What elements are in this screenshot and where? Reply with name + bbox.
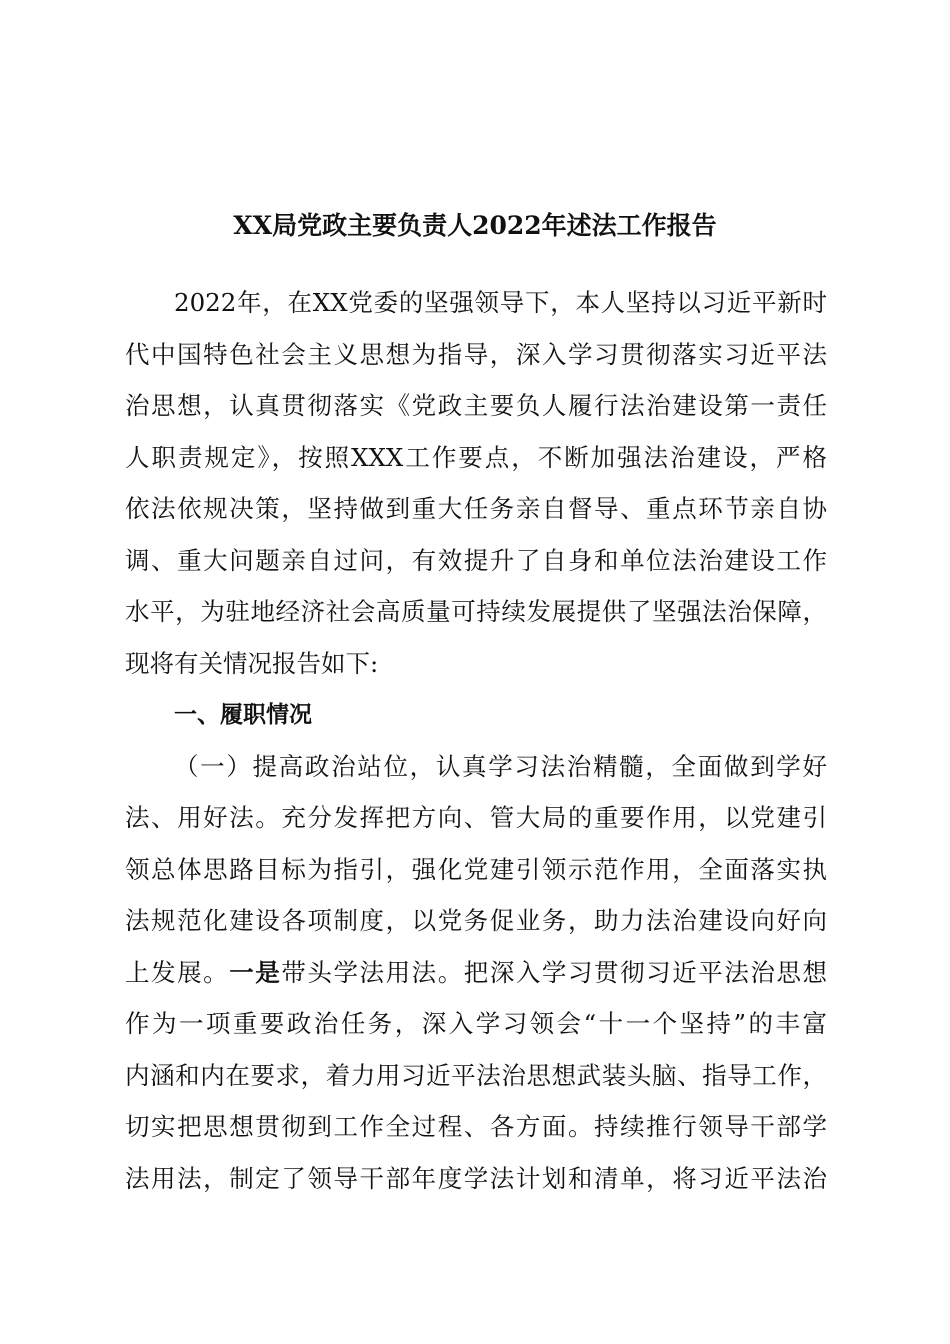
paragraph-line: 水平，为驻地经济社会高质量可持续发展提供了坚强法治保障，: [125, 597, 827, 626]
paragraph-line: 法用法，制定了领导干部年度学法计划和清单，将习近平法治: [125, 1163, 827, 1193]
paragraph-line: 2022年，在XX党委的坚强领导下，本人坚持以习近平新时: [174, 288, 827, 317]
paragraph-line: 人职责规定》，按照XXX工作要点，不断加强法治建设，严格: [125, 442, 827, 472]
line-text-post: 带头学法用法。把深入学习贯彻习近平法治思想: [281, 957, 828, 987]
document-title: XX局党政主要负责人2022年述法工作报告: [233, 211, 717, 240]
paragraph-line: 依法依规决策，坚持做到重大任务亲自督导、重点环节亲自协: [125, 494, 827, 523]
paragraph-line: 代中国特色社会主义思想为指导，深入学习贯彻落实习近平法: [125, 339, 827, 369]
paragraph-line: 切实把思想贯彻到工作全过程、各方面。持续推行领导干部学: [125, 1112, 827, 1141]
paragraph-line: 内涵和内在要求，着力用习近平法治思想武装头脑、指导工作，: [125, 1060, 827, 1090]
paragraph-line: 法、用好法。充分发挥把方向、管大局的重要作用，以党建引: [125, 803, 827, 832]
paragraph-line: 法规范化建设各项制度，以党务促业务，助力法治建设向好向: [125, 906, 827, 935]
paragraph-line: 领总体思路目标为指引，强化党建引领示范作用，全面落实执: [125, 854, 827, 884]
paragraph-line-with-emphasis: [125, 951, 827, 1003]
paragraph-line: 治思想，认真贯彻落实《党政主要负人履行法治建设第一责任: [125, 391, 827, 420]
paragraph-line: 调、重大问题亲自过问，有效提升了自身和单位法治建设工作: [125, 545, 827, 575]
emphasis-text: 一是: [229, 957, 282, 987]
document-body: [125, 281, 827, 1208]
section-heading: 一、履职情况: [174, 702, 312, 728]
paragraph-line: 作为一项重要政治任务，深入学习领会“十一个坚持”的丰富: [125, 1009, 827, 1038]
paragraph-line: （一）提高政治站位，认真学习法治精髓，全面做到学好: [174, 751, 827, 781]
paragraph-line: 现将有关情况报告如下:: [125, 648, 379, 678]
line-text-pre: 上发展。: [125, 957, 230, 987]
